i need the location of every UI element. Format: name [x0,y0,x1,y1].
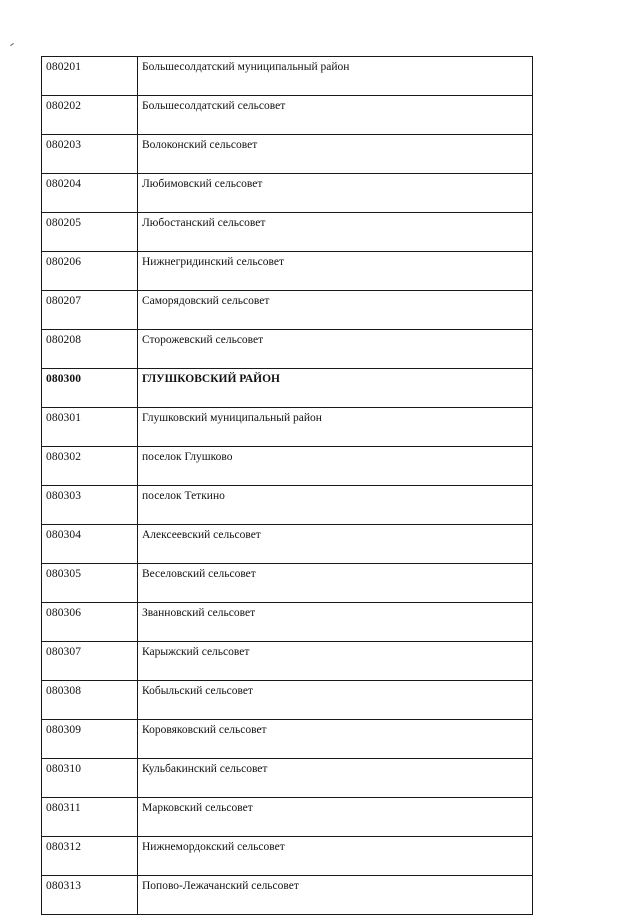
territory-codes-table [41,56,533,915]
name-cell: Карыжский сельсовет [138,642,533,681]
code-cell: 080308 [42,681,138,720]
code-cell: 080309 [42,720,138,759]
table-row [42,486,533,525]
name-cell: поселок Теткино [138,486,533,525]
code-cell: 080311 [42,798,138,837]
code-cell: 080312 [42,837,138,876]
table-row [42,642,533,681]
table-row [42,330,533,369]
code-cell: 080301 [42,408,138,447]
code-cell: 080207 [42,291,138,330]
name-cell: Веселовский сельсовет [138,564,533,603]
name-cell: Сторожевский сельсовет [138,330,533,369]
table-row [42,408,533,447]
table-row [42,876,533,915]
name-cell: Большесолдатский сельсовет [138,96,533,135]
code-cell: 080302 [42,447,138,486]
table-row [42,369,533,408]
name-cell: Кобыльский сельсовет [138,681,533,720]
name-cell: Любимовский сельсовет [138,174,533,213]
table-body [42,57,533,915]
name-cell: Нижнегридинский сельсовет [138,252,533,291]
name-cell: Попово-Лежачанский сельсовет [138,876,533,915]
name-cell: Кульбакинский сельсовет [138,759,533,798]
table-row [42,57,533,96]
name-cell: Волоконский сельсовет [138,135,533,174]
code-cell: 080202 [42,96,138,135]
code-cell: 080306 [42,603,138,642]
name-cell: Саморядовский сельсовет [138,291,533,330]
name-cell: Нижнемордокский сельсовет [138,837,533,876]
code-cell: 080201 [42,57,138,96]
table-row [42,291,533,330]
code-cell: 080203 [42,135,138,174]
code-cell: 080313 [42,876,138,915]
code-cell: 080300 [42,369,138,408]
table-row [42,135,533,174]
table-row [42,720,533,759]
name-cell: Большесолдатский муниципальный район [138,57,533,96]
table-row [42,564,533,603]
code-cell: 080204 [42,174,138,213]
name-cell: поселок Глушково [138,447,533,486]
name-cell: Алексеевский сельсовет [138,525,533,564]
name-cell: Любостанский сельсовет [138,213,533,252]
code-cell: 080205 [42,213,138,252]
code-cell: 080208 [42,330,138,369]
name-cell: ГЛУШКОВСКИЙ РАЙОН [138,369,533,408]
table-row [42,96,533,135]
name-cell: Коровяковский сельсовет [138,720,533,759]
table-row [42,681,533,720]
table-row [42,759,533,798]
table-row [42,525,533,564]
table-row [42,837,533,876]
code-cell: 080307 [42,642,138,681]
name-cell: Глушковский муниципальный район [138,408,533,447]
code-cell: 080303 [42,486,138,525]
table-row [42,798,533,837]
code-cell: 080304 [42,525,138,564]
code-cell: 080305 [42,564,138,603]
table-row [42,174,533,213]
table-row [42,252,533,291]
scan-artifact-mark [10,43,14,46]
table-row [42,213,533,252]
code-cell: 080310 [42,759,138,798]
table-row [42,603,533,642]
name-cell: Званновский сельсовет [138,603,533,642]
code-cell: 080206 [42,252,138,291]
table-row [42,447,533,486]
name-cell: Марковский сельсовет [138,798,533,837]
